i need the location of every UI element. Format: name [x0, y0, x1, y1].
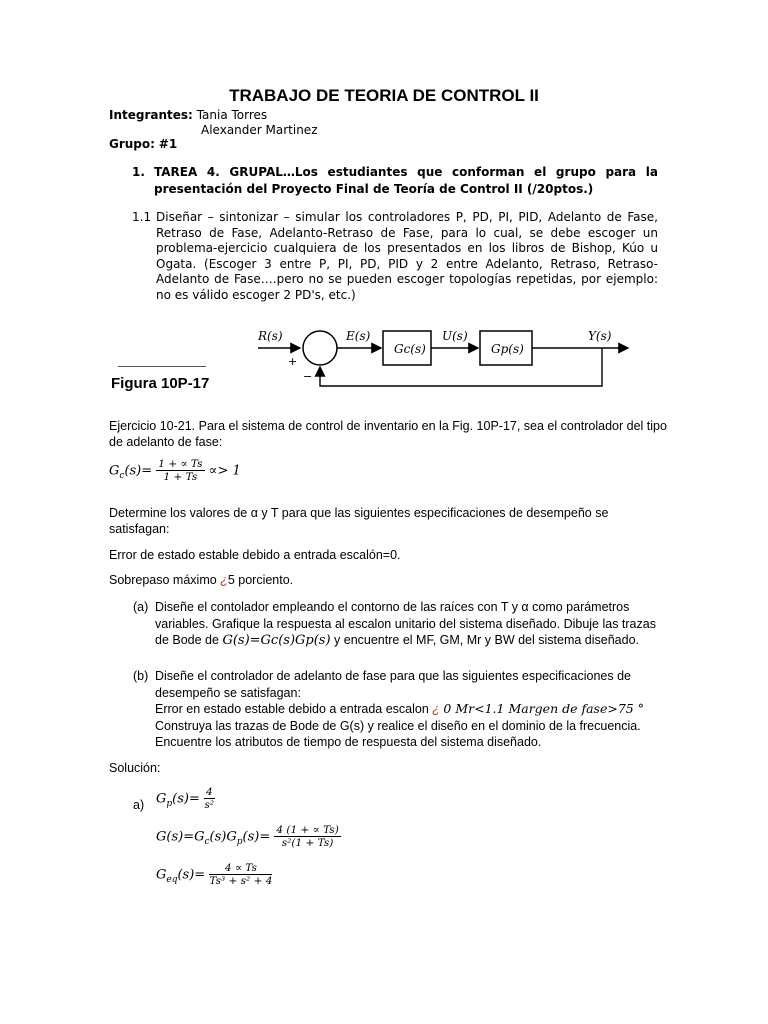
integrantes-label: Integrantes: — [109, 108, 193, 122]
figure-rule — [118, 366, 206, 367]
spec-2-pre: Sobrepaso máximo — [109, 573, 217, 587]
task-item — [132, 164, 658, 198]
item-b — [133, 668, 668, 751]
sol-eq-1-den: s² — [204, 799, 215, 811]
label-gp: Gp(s) — [491, 342, 524, 356]
grupo-value: #1 — [158, 137, 178, 151]
eq-gc-cond: ∝> 1 — [208, 463, 241, 479]
figure-label: Figura 10P-17 — [111, 375, 210, 392]
sol-eq-3-fraction — [209, 862, 272, 888]
item-a-label: (a) — [133, 600, 149, 614]
solution-label: Solución: — [109, 761, 161, 775]
section-number: 1.1 — [132, 210, 152, 224]
item-b-text-1: Diseñe el controlador de adelanto de fase para que las siguientes especificaciones de desempeño se satisfagan: — [155, 669, 632, 700]
sol-eq-2-lhs: G(s)=G — [156, 829, 205, 845]
solution-a-label: a) — [133, 798, 145, 812]
eq-gc-lhs: G — [109, 463, 120, 479]
task-number: 1. — [132, 165, 145, 179]
item-a-text-1: Diseñe el contolador empleando el contorno de las raíces con T y α como parámetros variables. Grafique la respuesta al escalon unitario del sistema diseñado. Dibuje las trazas de Bode de — [155, 600, 656, 647]
item-b-math: 0 Mr<1.1 Margen de fase>75 ° — [443, 701, 644, 716]
item-b-text-2: Error en estado estable debido a entrada escalon — [155, 702, 429, 716]
label-plus: + — [288, 355, 298, 368]
feedback-line — [320, 348, 602, 386]
eq-gc — [109, 458, 241, 484]
item-a — [133, 599, 668, 650]
members-line — [109, 108, 267, 122]
eq-gc-arg: (s)= — [124, 463, 153, 479]
label-y: Y(s) — [588, 329, 612, 343]
spec-2 — [109, 572, 669, 588]
label-u: U(s) — [442, 329, 468, 343]
sol-eq-3 — [156, 862, 272, 888]
sol-eq-2-sub1: c — [204, 837, 210, 848]
sol-eq-2-fraction — [274, 824, 340, 850]
exercise-intro: Ejercicio 10-21. Para el sistema de control de inventario en la Fig. 10P-17, sea el controlador del tipo de adelanto de fase: — [109, 419, 667, 449]
sol-eq-2-den: s²(1 + Ts) — [281, 837, 334, 849]
sol-eq-2-sub2: p — [236, 837, 243, 848]
eq-gc-sub: c — [119, 471, 125, 482]
item-b-sym: ¿ — [432, 702, 440, 716]
sol-eq-1-sub: p — [166, 799, 173, 810]
spec-2-sym: ¿ — [220, 573, 228, 587]
label-gc: Gc(s) — [394, 342, 426, 356]
sol-eq-1-arg: (s)= — [172, 791, 200, 807]
sol-eq-3-num: 4 ∝ Ts — [209, 862, 272, 875]
block-diagram — [250, 318, 640, 396]
sol-eq-3-den: Ts³ + s² + 4 — [209, 875, 273, 887]
page-title: TRABAJO DE TEORIA DE CONTROL II — [229, 86, 539, 105]
specs-intro: Determine los valores de α y T para que las siguientes especificaciones de desempeño se satisfagan: — [109, 506, 609, 536]
item-b-text-2-row — [155, 701, 668, 718]
member-1: Tania Torres — [196, 108, 268, 122]
group-line — [109, 137, 177, 151]
sol-eq-2-mid: (s)G — [209, 829, 237, 845]
task-text: TAREA 4. GRUPAL…Los estudiantes que conforman el grupo para la presentación del Proyecto Final de Teoría de Control II (/20ptos.) — [154, 165, 658, 196]
summing-junction — [303, 331, 337, 365]
section-text: Diseñar – sintonizar – simular los controladores P, PD, PI, PID, Adelanto de Fase, Retraso de Fase, Adelanto-Retraso de Fase, para lo cual, se debe escoger un problema-ejercicio cualquiera de los presentados en los libros de Bishop, Kúo u Ogata. (Escoger 3 entre P, PI, PD, PID y 2 entre Adelanto, Retraso, Retraso-Adelanto de Fase….pero no se pueden escoger topologías repetidas, por ejemplo: no es válido escoger 2 PD's, etc.) — [156, 210, 658, 302]
item-a-text-2: y encuentre el MF, GM, Mr y BW del sistema diseñado. — [334, 633, 639, 647]
sol-eq-3-sub: eq — [166, 875, 178, 886]
section-1-1 — [132, 210, 658, 303]
sol-eq-3-lhs: G — [156, 867, 167, 883]
label-e: E(s) — [346, 329, 371, 343]
label-r: R(s) — [258, 329, 283, 343]
sol-eq-2-num: 4 (1 + ∝ Ts) — [276, 824, 339, 836]
eq-gc-num: 1 + ∝ Ts — [158, 458, 203, 470]
item-b-label: (b) — [133, 669, 149, 683]
item-b-text-4: Encuentre los atributos de tiempo de respuesta del sistema diseñado. — [155, 735, 542, 749]
grupo-label: Grupo: — [109, 137, 155, 151]
eq-gc-den: 1 + Ts — [163, 471, 198, 483]
spec-1: Error de estado estable debido a entrada escalón=0. — [109, 548, 401, 562]
spec-2-post: 5 porciento. — [227, 573, 294, 587]
sol-eq-2 — [156, 824, 341, 850]
item-b-text-3: Construya las trazas de Bode de G(s) y realice el diseño en el dominio de la frecuencia. — [155, 718, 641, 733]
sol-eq-1-fraction — [204, 786, 215, 812]
member-2: Alexander Martinez — [201, 123, 318, 137]
eq-gc-fraction — [156, 458, 204, 484]
sol-eq-3-arg: (s)= — [177, 867, 206, 883]
sol-eq-1 — [156, 786, 215, 812]
sol-eq-1-lhs: G — [156, 791, 167, 807]
item-a-math: G(s)=Gc(s)Gp(s) — [222, 633, 331, 648]
sol-eq-2-arg: (s)= — [242, 829, 271, 845]
label-minus: − — [303, 370, 313, 383]
sol-eq-1-num: 4 — [206, 786, 213, 798]
